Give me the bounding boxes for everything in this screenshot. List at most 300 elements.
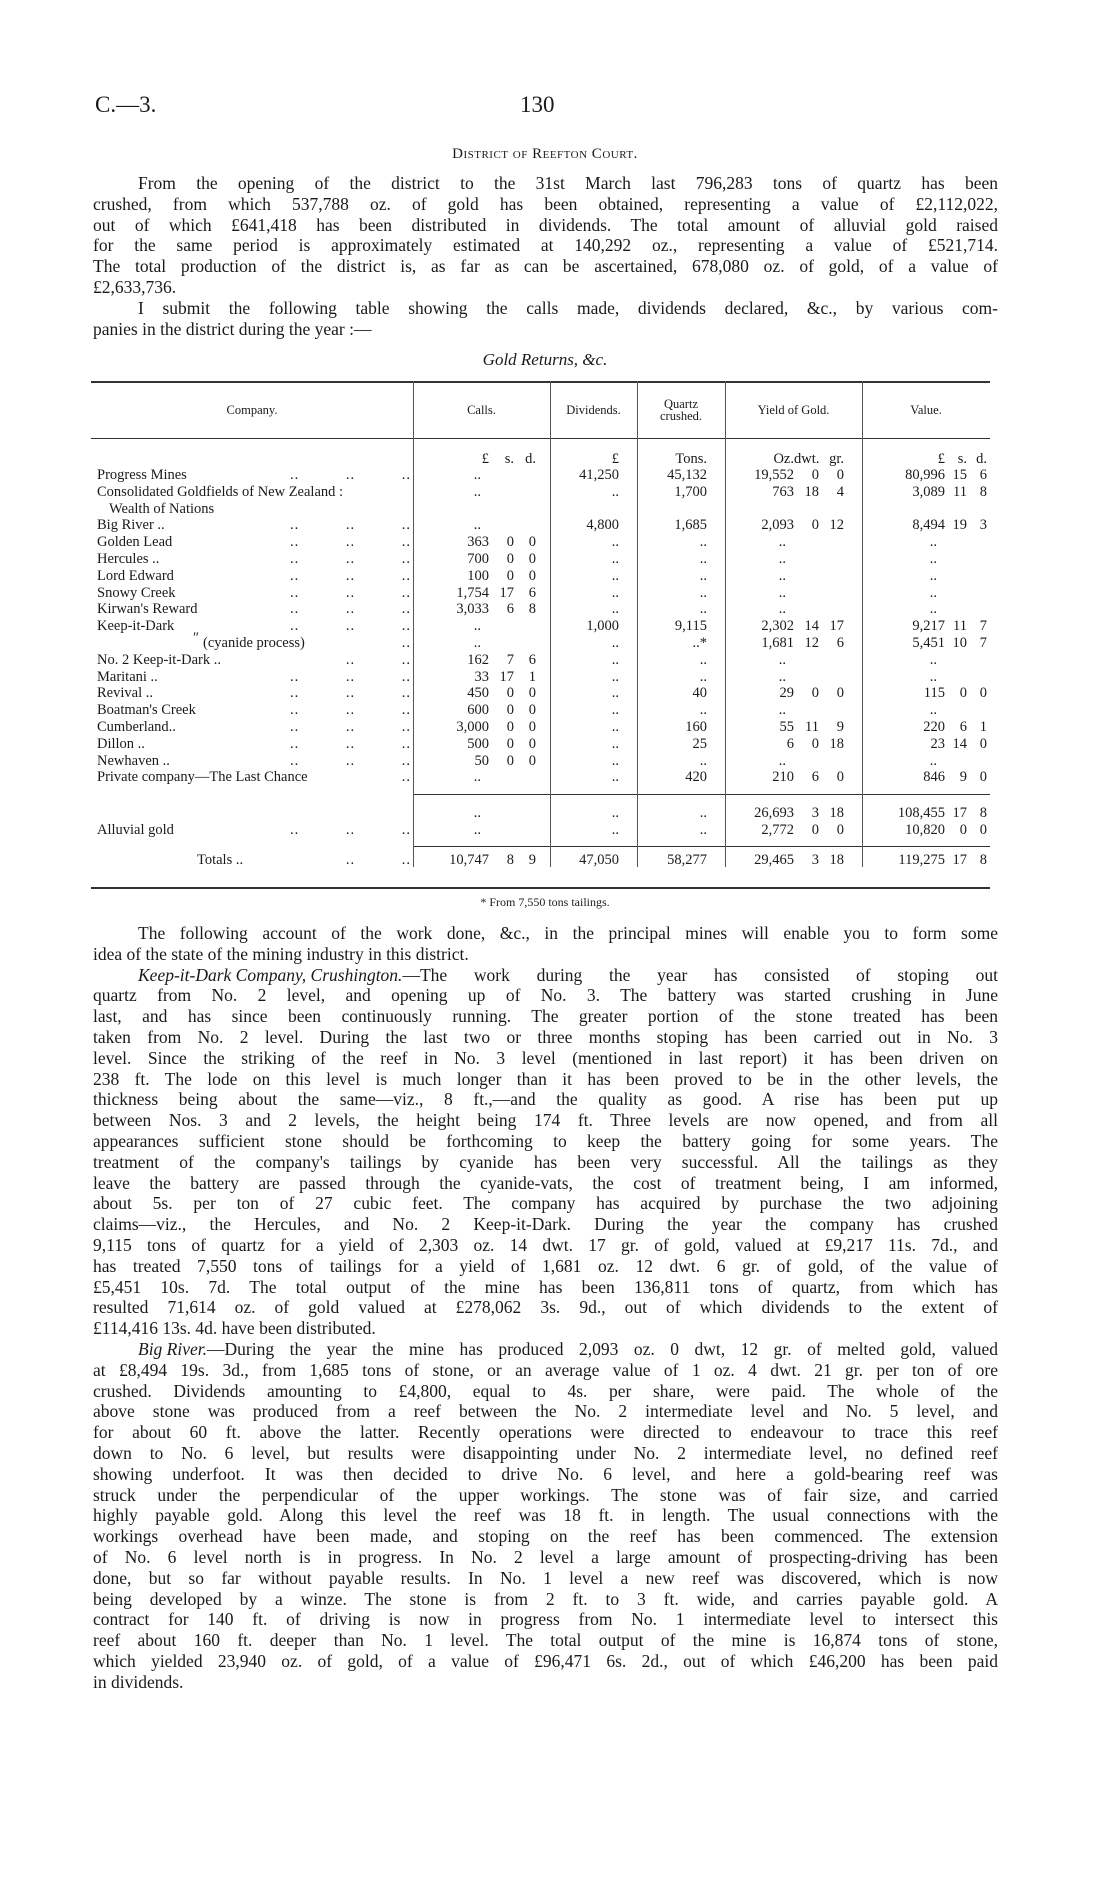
value-placeholder: .. bbox=[929, 534, 937, 551]
quartz-cell: .. bbox=[699, 805, 707, 821]
dot-leaders: .. .. .. bbox=[290, 752, 411, 769]
totals-rule bbox=[413, 846, 990, 847]
company-cell bbox=[97, 501, 413, 518]
value-cell bbox=[862, 652, 987, 669]
yield-part: 29,465 bbox=[754, 852, 794, 868]
header-quartz-crushed: Quartz crushed. bbox=[660, 396, 702, 423]
yield-part: 11 bbox=[805, 719, 819, 735]
yield-part: 6 bbox=[836, 635, 844, 651]
company-name: Golden Lead bbox=[97, 534, 173, 551]
text-line: 9,115 tons of quartz for a yield of 2,303 oz. 14 dwt. 17 gr. of gold, valued at £9,217 11s. 7d., and bbox=[93, 1234, 998, 1255]
yield-part: 763 bbox=[772, 483, 794, 500]
yield-cell bbox=[725, 451, 844, 468]
yield-placeholder: .. bbox=[778, 567, 786, 584]
text-line: being developed by a winze. The stone is from 2 ft. to 3 ft. wide, and carries payable gold. A bbox=[93, 1588, 998, 1609]
yield-cell bbox=[725, 635, 844, 652]
value-part: 17 bbox=[952, 805, 967, 821]
text-line: level. Since the striking of the reef in No. 3 level (mentioned in last report) it has been driven on bbox=[93, 1047, 998, 1068]
yield-cell bbox=[725, 551, 844, 568]
text-line: in dividends. bbox=[93, 1671, 184, 1692]
header-value: Value. bbox=[910, 402, 942, 417]
company-cell bbox=[97, 517, 413, 534]
quartz-cell: .. bbox=[699, 702, 707, 719]
value-part: 0 bbox=[959, 685, 967, 702]
yield-placeholder: .. bbox=[778, 752, 786, 769]
company-name: Newhaven .. bbox=[97, 752, 170, 769]
text-line: about 5s. per ton of 27 cubic feet. The company has acquired by purchase the two adjoining bbox=[93, 1193, 998, 1214]
table-footnote: * From 7,550 tons tailings. bbox=[480, 895, 610, 909]
header-yield-of-gold: Yield of Gold. bbox=[757, 402, 830, 417]
value-cell bbox=[862, 585, 987, 602]
yield-part: dwt. bbox=[794, 451, 820, 467]
yield-cell bbox=[725, 534, 844, 551]
quartz-cell: .. bbox=[699, 567, 707, 584]
text-line: for about 60 ft. above the latter. Recently operations were directed to endeavour to trace this reef bbox=[93, 1422, 998, 1443]
company-name: Kirwan's Reward bbox=[97, 601, 198, 618]
text-line: 238 ft. The lode on this level is much longer than it has been proved to be in the other levels, the bbox=[93, 1068, 998, 1089]
calls-part: 162 bbox=[467, 651, 489, 668]
value-cell bbox=[862, 618, 987, 635]
value-part: 0 bbox=[979, 685, 987, 702]
value-cell bbox=[862, 753, 987, 770]
quartz-cell: .. bbox=[699, 584, 707, 601]
paragraph-lead: Keep-it-Dark Company, Crushington. bbox=[138, 964, 403, 985]
yield-cell bbox=[725, 702, 844, 719]
calls-placeholder: .. bbox=[473, 483, 481, 500]
calls-part: s. bbox=[504, 451, 514, 467]
calls-part: 1,754 bbox=[456, 584, 489, 601]
text-line: reef about 160 ft. deeper than No. 1 level. The total output of the mine is 16,874 tons of stone, bbox=[93, 1630, 998, 1651]
calls-part: 100 bbox=[467, 567, 489, 584]
dividends-cell: 4,800 bbox=[586, 517, 619, 534]
subtotal-rule bbox=[413, 794, 990, 795]
yield-cell bbox=[725, 484, 844, 501]
dot-leaders: .. .. .. bbox=[290, 551, 411, 567]
body-text bbox=[93, 923, 998, 1692]
text-line: treatment of the company's tailings by cyanide has been very successful. All the tailings as they bbox=[93, 1151, 998, 1172]
yield-part: 19,552 bbox=[754, 467, 794, 483]
table-row bbox=[91, 517, 990, 534]
text-line: at £8,494 19s. 3d., from 1,685 tons of stone, or an average value of 1 oz. 4 dwt. 21 gr. per ton of ore bbox=[93, 1359, 998, 1380]
dot-leaders: .. .. .. bbox=[290, 735, 411, 752]
table-row bbox=[91, 585, 990, 602]
text-line: done, but so far without payable results. In No. 1 level a new reef was discovered, which is now bbox=[93, 1567, 998, 1588]
company-cell bbox=[97, 822, 413, 839]
yield-cell bbox=[725, 669, 844, 686]
calls-part: 0 bbox=[506, 752, 514, 769]
yield-part: 0 bbox=[811, 735, 819, 752]
quartz-cell: 1,685 bbox=[674, 517, 707, 534]
yield-part: 210 bbox=[772, 769, 794, 786]
dot-leaders: .. bbox=[401, 769, 411, 786]
company-cell bbox=[97, 702, 413, 719]
text-line: £2,633,736. bbox=[93, 276, 177, 297]
ditto-mark: ″ bbox=[193, 630, 200, 646]
text-line: The total production of the district is, as far as can be ascertained, 678,080 oz. of gold, of a value of bbox=[93, 256, 998, 277]
dividends-cell: .. bbox=[611, 702, 619, 719]
text-line: struck under the perpendicular of the upper workings. The stone was of fair size, and carried bbox=[93, 1484, 998, 1505]
value-cell bbox=[862, 852, 987, 869]
value-part: 0 bbox=[979, 822, 987, 838]
calls-placeholder: .. bbox=[473, 822, 481, 838]
calls-placeholder: .. bbox=[473, 467, 481, 483]
dot-leaders: .. .. .. bbox=[290, 618, 411, 635]
yield-placeholder: .. bbox=[778, 534, 786, 551]
company-name: Big River .. bbox=[97, 517, 165, 534]
value-part: 8 bbox=[979, 852, 987, 868]
table-row bbox=[91, 601, 990, 618]
value-part: 6 bbox=[959, 719, 967, 735]
company-name: Hercules .. bbox=[97, 551, 160, 567]
calls-part: 0 bbox=[528, 752, 536, 769]
company-name: Dillon .. bbox=[97, 735, 145, 752]
company-cell bbox=[97, 467, 413, 484]
calls-cell bbox=[413, 769, 536, 786]
calls-part: 363 bbox=[467, 534, 489, 551]
calls-placeholder: .. bbox=[473, 769, 481, 786]
dot-leaders: .. .. .. bbox=[290, 719, 411, 735]
value-part: 6 bbox=[979, 467, 987, 483]
quartz-cell: Tons. bbox=[675, 451, 707, 467]
header-calls: Calls. bbox=[467, 402, 496, 417]
text-line: claims—viz., the Hercules, and No. 2 Keep-it-Dark. During the year the company has crushed bbox=[93, 1214, 998, 1235]
text-line: appearances sufficient stone should be forthcoming to keep the battery going for some years. The bbox=[93, 1130, 998, 1151]
text-line: panies in the district during the year :— bbox=[93, 318, 372, 339]
units-row bbox=[91, 451, 990, 468]
yield-cell bbox=[725, 736, 844, 753]
document-reference: C.—3. bbox=[95, 92, 157, 117]
yield-part: 0 bbox=[836, 467, 844, 483]
yield-part: 17 bbox=[829, 618, 844, 635]
value-cell bbox=[862, 568, 987, 585]
table-row bbox=[91, 484, 990, 501]
company-cell bbox=[97, 719, 413, 736]
table-bottom-rule bbox=[91, 887, 990, 889]
value-part: 19 bbox=[952, 517, 967, 534]
calls-part: 0 bbox=[528, 551, 536, 567]
dividends-cell: .. bbox=[611, 719, 619, 735]
quartz-cell: 9,115 bbox=[674, 618, 707, 635]
company-name: Alluvial gold bbox=[97, 822, 174, 838]
text-line: quartz from No. 2 level, and opening up of No. 3. The battery was started crushing in June bbox=[93, 985, 998, 1006]
yield-part: 6 bbox=[786, 735, 794, 752]
yield-part: 18 bbox=[804, 483, 819, 500]
dividends-cell: .. bbox=[611, 668, 619, 685]
yield-cell bbox=[725, 719, 844, 736]
calls-part: 0 bbox=[528, 702, 536, 719]
yield-part: 0 bbox=[836, 685, 844, 702]
company-name: Snowy Creek bbox=[97, 584, 176, 601]
yield-cell bbox=[725, 685, 844, 702]
alluvial-row bbox=[91, 822, 990, 839]
text-line: between Nos. 3 and 2 levels, the height being 174 ft. Three levels are now opened, and from all bbox=[93, 1110, 998, 1131]
company-cell bbox=[97, 685, 413, 702]
text-line-content: —During the year the mine has produced 2,093 oz. 0 dwt, 12 gr. of melted gold, valued bbox=[207, 1338, 998, 1359]
text-line bbox=[93, 1339, 998, 1360]
value-part: 80,996 bbox=[905, 467, 945, 483]
value-part: £ bbox=[937, 451, 945, 467]
value-part: d. bbox=[976, 451, 987, 467]
yield-part: 2,093 bbox=[761, 517, 794, 534]
text-line: I submit the following table showing the calls made, dividends declared, &c., by various com- bbox=[138, 298, 998, 318]
calls-cell bbox=[413, 652, 536, 669]
dividends-cell: .. bbox=[611, 769, 619, 786]
table-row bbox=[91, 669, 990, 686]
calls-cell bbox=[413, 484, 536, 501]
yield-part: 2,772 bbox=[761, 822, 794, 838]
dividends-cell: .. bbox=[611, 601, 619, 618]
dividends-cell: .. bbox=[611, 735, 619, 752]
value-part: 10,820 bbox=[905, 822, 945, 838]
gold-returns-table bbox=[91, 381, 990, 889]
value-cell bbox=[862, 551, 987, 568]
value-part: 8 bbox=[979, 805, 987, 821]
calls-cell bbox=[413, 618, 536, 635]
text-line: £114,416 13s. 4d. have been distributed. bbox=[93, 1318, 376, 1339]
calls-cell bbox=[413, 568, 536, 585]
value-part: 5,451 bbox=[912, 635, 945, 651]
value-part: 7 bbox=[979, 618, 987, 635]
quartz-cell: 420 bbox=[685, 769, 707, 786]
calls-part: 3,000 bbox=[456, 719, 489, 735]
company-name: Keep-it-Dark bbox=[97, 618, 175, 635]
value-part: 220 bbox=[923, 719, 945, 735]
calls-part: 7 bbox=[506, 651, 514, 668]
table-title: Gold Returns, &c. bbox=[482, 350, 608, 369]
calls-part: d. bbox=[525, 451, 536, 467]
yield-part: 0 bbox=[811, 467, 819, 483]
table-row bbox=[91, 551, 990, 568]
calls-part: 0 bbox=[506, 702, 514, 719]
text-line: crushed. Dividends amounting to £4,800, equal to 4s. per share, were paid. The whole of the bbox=[93, 1380, 998, 1401]
yield-part: 55 bbox=[779, 719, 794, 735]
dividends-cell: £ bbox=[611, 451, 619, 467]
table-row bbox=[91, 702, 990, 719]
quartz-cell: 40 bbox=[692, 685, 707, 702]
text-line: taken from No. 2 level. During the last two or three months stoping has been carried out in No. 3 bbox=[93, 1026, 998, 1047]
company-name: Progress Mines bbox=[97, 467, 187, 483]
calls-placeholder: .. bbox=[473, 805, 481, 821]
yield-part: 12 bbox=[829, 517, 844, 534]
text-line: The following account of the work done, &c., in the principal mines will enable you to form some bbox=[138, 923, 998, 943]
table-row bbox=[91, 719, 990, 736]
calls-part: 17 bbox=[499, 584, 514, 601]
company-cell bbox=[97, 852, 413, 869]
company-name: Private company—The Last Chance bbox=[97, 769, 308, 786]
value-cell bbox=[862, 769, 987, 786]
calls-part: 0 bbox=[506, 551, 514, 567]
value-part: 10 bbox=[952, 635, 967, 651]
dot-leaders: .. .. bbox=[345, 651, 411, 668]
yield-part: 1,681 bbox=[761, 635, 794, 651]
quartz-cell: .. bbox=[699, 752, 707, 769]
table-row bbox=[91, 753, 990, 770]
value-cell bbox=[862, 534, 987, 551]
intro-paragraph bbox=[93, 173, 998, 298]
text-line: £5,451 10s. 7d. The total output of the mine has been 136,811 tons of quartz, from which has bbox=[93, 1276, 998, 1297]
yield-cell bbox=[725, 517, 844, 534]
calls-part: 10,747 bbox=[449, 852, 489, 868]
value-part: 9 bbox=[959, 769, 967, 786]
value-part: 3,089 bbox=[912, 483, 945, 500]
table-row bbox=[91, 568, 990, 585]
text-line: showing underfoot. It was then decided to drive No. 6 level, and here a gold-bearing reef was bbox=[93, 1463, 998, 1484]
calls-part: 17 bbox=[499, 668, 514, 685]
calls-part: 9 bbox=[528, 852, 536, 868]
calls-placeholder: .. bbox=[473, 618, 481, 635]
value-part: 0 bbox=[959, 822, 967, 838]
table-row bbox=[91, 630, 990, 652]
quartz-cell: 45,132 bbox=[667, 467, 707, 483]
header-rule bbox=[91, 438, 990, 439]
dividends-cell: .. bbox=[611, 752, 619, 769]
company-name: No. 2 Keep-it-Dark .. bbox=[97, 651, 222, 668]
calls-part: 8 bbox=[506, 852, 514, 868]
text-line: From the opening of the district to the 31st March last 796,283 tons of quartz has been bbox=[138, 173, 998, 193]
value-cell bbox=[862, 702, 987, 719]
value-part: 108,455 bbox=[897, 805, 945, 821]
calls-cell bbox=[413, 601, 536, 618]
yield-cell bbox=[725, 601, 844, 618]
value-cell bbox=[862, 467, 987, 484]
calls-placeholder: .. bbox=[473, 635, 481, 651]
yield-placeholder: .. bbox=[778, 651, 786, 668]
calls-part: 6 bbox=[528, 651, 536, 668]
calls-cell bbox=[413, 467, 536, 484]
yield-part: 4 bbox=[836, 483, 844, 500]
calls-cell bbox=[413, 669, 536, 686]
value-part: 119,275 bbox=[898, 852, 945, 868]
dividends-cell: .. bbox=[611, 551, 619, 567]
company-name: Cumberland.. bbox=[97, 719, 176, 735]
calls-cell bbox=[413, 685, 536, 702]
dividends-cell: 1,000 bbox=[586, 618, 619, 635]
company-cell bbox=[97, 618, 413, 635]
value-placeholder: .. bbox=[929, 551, 937, 567]
company-cell bbox=[97, 601, 413, 618]
value-cell bbox=[862, 736, 987, 753]
value-cell bbox=[862, 669, 987, 686]
subtotal-row bbox=[91, 805, 990, 822]
value-part: 9,217 bbox=[912, 618, 945, 635]
yield-part: 9 bbox=[836, 719, 844, 735]
dividends-cell: .. bbox=[611, 805, 619, 821]
dividends-cell: .. bbox=[611, 567, 619, 584]
yield-part: Oz. bbox=[773, 451, 794, 467]
value-placeholder: .. bbox=[929, 702, 937, 719]
yield-placeholder: .. bbox=[778, 668, 786, 685]
paragraph-lead: Big River. bbox=[138, 1338, 208, 1359]
yield-part: 12 bbox=[804, 635, 819, 651]
company-name: Revival .. bbox=[97, 685, 153, 702]
text-line: has treated 7,550 tons of tailings for a yield of 1,681 oz. 12 dwt. 6 gr. of gold, of the value of bbox=[93, 1255, 998, 1276]
calls-part: 1 bbox=[528, 668, 536, 685]
yield-part: 3 bbox=[811, 805, 819, 821]
calls-part: 0 bbox=[506, 685, 514, 702]
dividends-cell: .. bbox=[611, 635, 619, 651]
yield-placeholder: .. bbox=[778, 601, 786, 618]
value-cell bbox=[862, 635, 987, 652]
text-line: above stone was produced from a reef between the No. 2 intermediate level and No. 5 level, and bbox=[93, 1401, 998, 1422]
calls-part: 0 bbox=[506, 567, 514, 584]
calls-part: 700 bbox=[467, 551, 489, 567]
text-line: of No. 6 level north is in progress. In No. 2 level a large amount of prospecting-driving has been bbox=[93, 1546, 998, 1567]
calls-part: 0 bbox=[506, 534, 514, 551]
company-cell bbox=[97, 652, 413, 669]
quartz-cell: .. bbox=[699, 534, 707, 551]
yield-placeholder: .. bbox=[778, 584, 786, 601]
value-part: 115 bbox=[923, 685, 945, 702]
company-cell bbox=[97, 534, 413, 551]
dot-leaders: .. .. .. bbox=[290, 685, 411, 702]
text-line: contract for 140 ft. of driving is now in progress from No. 1 intermediate level to intersect this bbox=[93, 1609, 998, 1630]
yield-cell bbox=[725, 753, 844, 770]
company-name: Consolidated Goldfields of New Zealand : bbox=[97, 483, 344, 500]
yield-part: 18 bbox=[829, 805, 844, 821]
value-part: 23 bbox=[930, 735, 945, 752]
value-cell bbox=[862, 484, 987, 501]
text-line: down to No. 6 level, but results were disappointing under No. 2 intermediate level, no defined reef bbox=[93, 1442, 998, 1463]
quartz-cell: 58,277 bbox=[667, 852, 707, 868]
value-part: 14 bbox=[952, 735, 967, 752]
value-part: 17 bbox=[952, 852, 967, 868]
calls-cell bbox=[413, 822, 536, 839]
value-part: 0 bbox=[979, 769, 987, 786]
yield-cell bbox=[725, 769, 844, 786]
calls-placeholder: .. bbox=[473, 517, 481, 534]
yield-placeholder: .. bbox=[778, 551, 786, 567]
company-cell bbox=[97, 769, 413, 786]
value-part: 8 bbox=[979, 483, 987, 500]
dot-leaders: .. .. .. bbox=[290, 517, 411, 534]
yield-part: 18 bbox=[829, 852, 844, 868]
quartz-cell: .. bbox=[699, 651, 707, 668]
value-cell bbox=[862, 601, 987, 618]
calls-cell bbox=[413, 517, 536, 534]
calls-part: 6 bbox=[528, 584, 536, 601]
text-line: out of which £641,418 has been distributed in dividends. The total amount of alluvial gold raised bbox=[93, 214, 998, 235]
value-cell bbox=[862, 719, 987, 736]
yield-part: 14 bbox=[804, 618, 819, 635]
text-line: last, and has since been continuously running. The greater portion of the stone treated has been bbox=[93, 1006, 998, 1027]
company-cell bbox=[97, 568, 413, 585]
calls-part: 0 bbox=[528, 567, 536, 584]
yield-cell bbox=[725, 652, 844, 669]
calls-cell bbox=[413, 635, 536, 652]
dot-leaders: .. .. .. bbox=[290, 567, 411, 584]
yield-part: 26,693 bbox=[754, 805, 794, 821]
dividends-cell: .. bbox=[611, 534, 619, 551]
dot-leaders: .. .. .. bbox=[290, 668, 411, 685]
value-placeholder: .. bbox=[929, 668, 937, 685]
quartz-cell: .. bbox=[699, 551, 707, 567]
calls-part: 0 bbox=[528, 719, 536, 735]
dividends-cell: .. bbox=[611, 483, 619, 500]
yield-part: 0 bbox=[811, 685, 819, 702]
dividends-cell: 41,250 bbox=[579, 467, 619, 483]
dot-leaders: .. .. .. bbox=[290, 534, 411, 551]
company-cell bbox=[97, 753, 413, 770]
dot-leaders: .. .. .. bbox=[290, 584, 411, 601]
text-line: idea of the state of the mining industry in this district. bbox=[93, 943, 469, 964]
header-dividends: Dividends. bbox=[566, 402, 621, 417]
value-cell bbox=[862, 451, 987, 468]
quartz-cell: .. bbox=[699, 601, 707, 618]
calls-cell bbox=[413, 736, 536, 753]
table-row bbox=[91, 618, 990, 635]
dot-leaders: .. bbox=[401, 635, 411, 651]
dividends-cell: .. bbox=[611, 584, 619, 601]
